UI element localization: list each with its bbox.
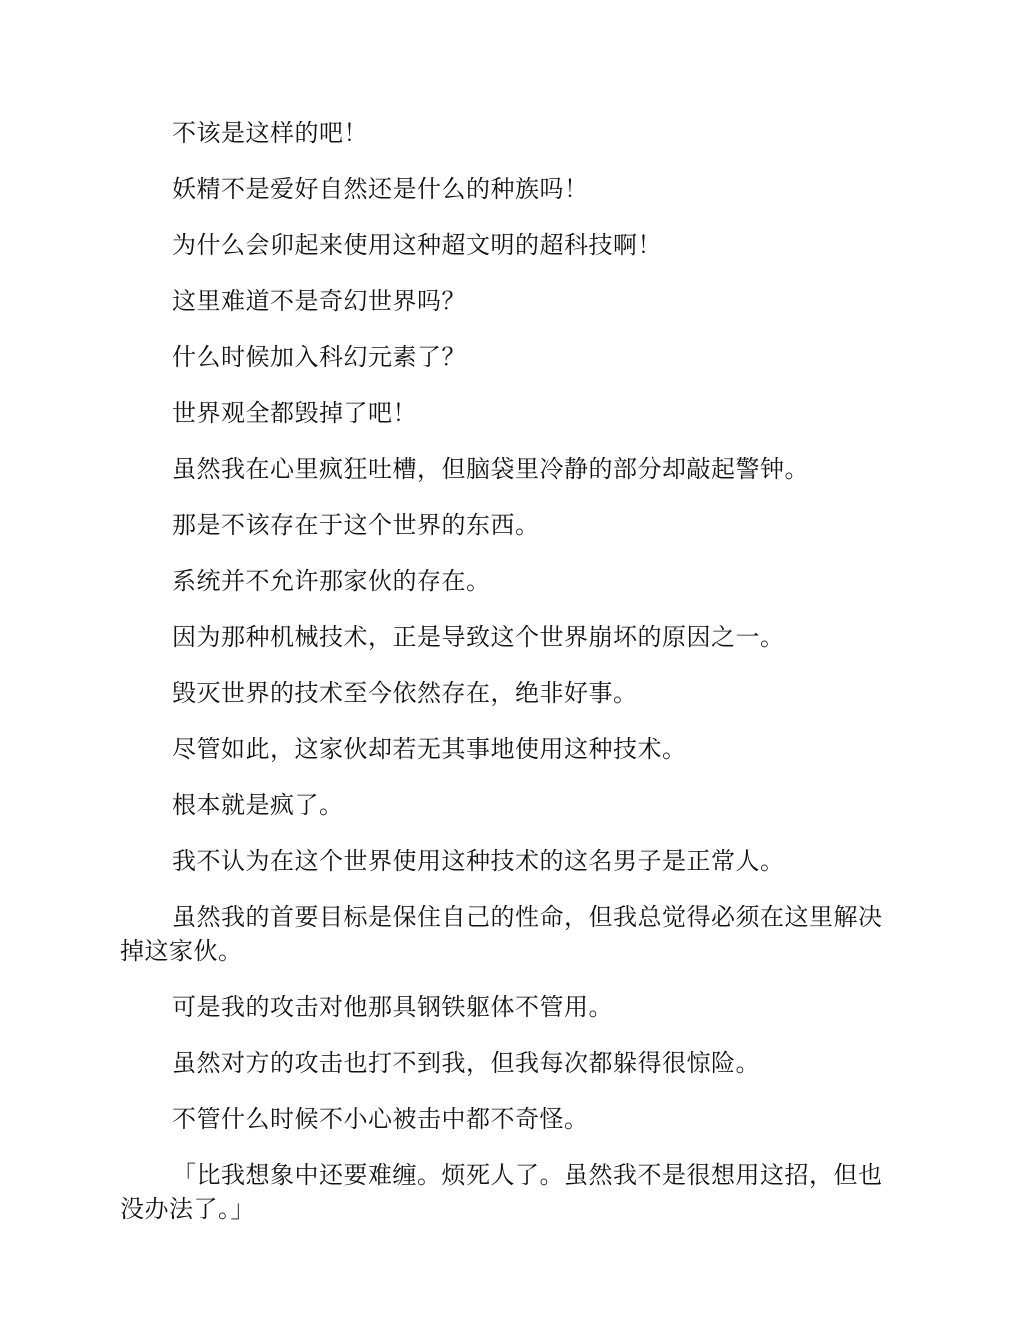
paragraph: 我不认为在这个世界使用这种技术的这名男子是正常人。 (172, 847, 785, 875)
paragraph: 那是不该存在于这个世界的东西。 (172, 511, 540, 539)
paragraph: 虽然我的首要目标是保住自己的性命，但我总觉得必须在这里解决掉这家伙。 (120, 903, 883, 965)
paragraph: 妖精不是爱好自然还是什么的种族吗！ (172, 175, 589, 203)
paragraph: 不该是这样的吧！ (172, 119, 368, 147)
paragraph: 尽管如此，这家伙却若无其事地使用这种技术。 (172, 735, 687, 763)
paragraph: 虽然对方的攻击也打不到我，但我每次都躲得很惊险。 (172, 1049, 760, 1077)
paragraph: 世界观全都毁掉了吧！ (172, 399, 417, 427)
paragraph: 因为那种机械技术，正是导致这个世界崩坏的原因之一。 (172, 623, 785, 651)
paragraph: 虽然我在心里疯狂吐槽，但脑袋里冷静的部分却敲起警钟。 (172, 455, 809, 483)
paragraph: 系统并不允许那家伙的存在。 (172, 567, 491, 595)
document-page (120, 116, 898, 1248)
paragraph: 根本就是疯了。 (172, 791, 344, 819)
paragraph: 毁灭世界的技术至今依然存在，绝非好事。 (172, 679, 638, 707)
paragraph: 这里难道不是奇幻世界吗？ (172, 287, 466, 315)
paragraph: 不管什么时候不小心被击中都不奇怪。 (172, 1105, 589, 1133)
paragraph: 为什么会卯起来使用这种超文明的超科技啊！ (172, 231, 662, 259)
paragraph: 可是我的攻击对他那具钢铁躯体不管用。 (172, 993, 613, 1021)
paragraph: 「比我想象中还要难缠。烦死人了。虽然我不是很想用这招，但也没办法了。」 (120, 1161, 883, 1223)
paragraph: 什么时候加入科幻元素了？ (172, 343, 466, 371)
